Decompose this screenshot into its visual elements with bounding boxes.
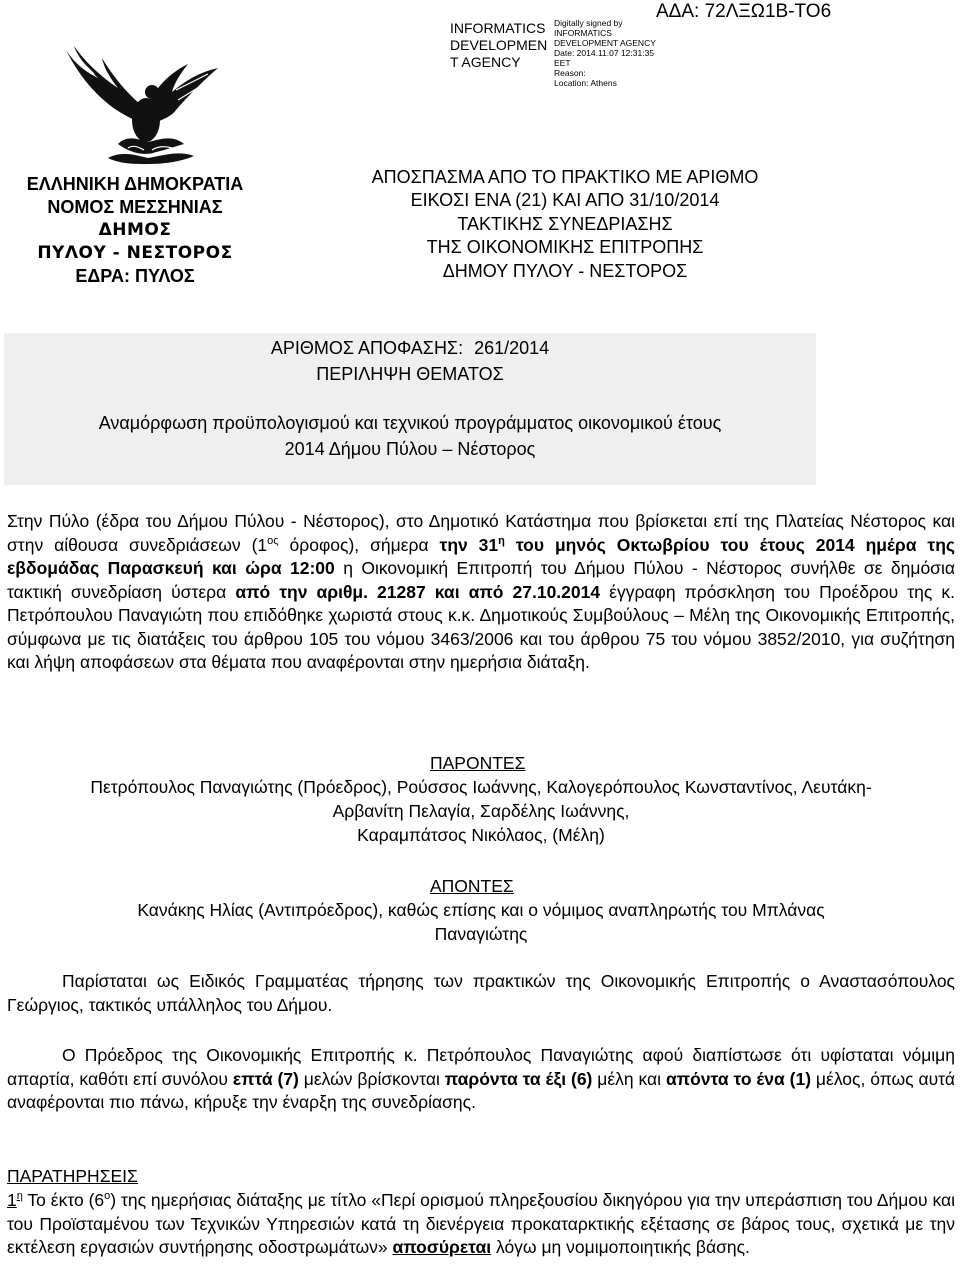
secretary-paragraph: Παρίσταται ως Ειδικός Γραμματέας τήρησης των πρακτικών της Οικονομικής Επιτροπής ο Αναστασόπουλος Γεώργιος, τακτικός υπάλληλος του Δήμου.: [7, 971, 955, 1015]
subject-line: Αναμόρφωση προϋπολογισμού και τεχνικού προγράμματος οικονομικού έτους: [98, 413, 722, 433]
text-run: λόγω μη νομιμοποιητικής βάσης.: [491, 1237, 750, 1257]
text-run: Ο Πρόεδρος της Οικονομικής Επιτροπής κ. Πετρόπουλος Παναγιώτης αφού διαπίστωσε ότι υφίσταται νόμιμη απαρτία, καθότι επί συνόλου: [7, 1045, 955, 1089]
intro-paragraph: [7, 510, 955, 675]
authority-line: ΕΔΡΑ: ΠΥΛΟΣ: [75, 266, 195, 286]
bold-run: απόντα το ένα (1): [665, 1068, 812, 1089]
authority-line: ΔΗΜΟΣ: [98, 220, 172, 240]
authority-line: ΕΛΛΗΝΙΚΗ ΔΗΜΟΚΡΑΤΙΑ: [26, 174, 244, 194]
signature-line: Location: Athens: [554, 78, 617, 88]
authority-line: ΝΟΜΟΣ ΜΕΣΣΗΝΙΑΣ: [47, 197, 223, 217]
signature-line: INFORMATICS: [554, 28, 612, 38]
subject-line: 2014 Δήμου Πύλου – Νέστορος: [284, 439, 536, 459]
absent-line: Παναγιώτης: [434, 924, 528, 944]
bold-run: την 31: [439, 534, 499, 555]
authority-line: ΠΥΛΟΥ - ΝΕΣΤΟΡΟΣ: [37, 243, 233, 263]
extract-line: ΕΙΚΟΣΙ ΕΝΑ (21) ΚΑΙ ΑΠΟ 31/10/2014: [410, 190, 720, 211]
present-heading: ΠΑΡΟΝΤΕΣ: [430, 753, 526, 773]
signature-line: Digitally signed by: [554, 18, 623, 28]
present-line: Καραμπάτσος Νικόλαος, (Μέλη): [357, 825, 605, 845]
absent-line: Κανάκης Ηλίας (Αντιπρόεδρος), καθώς επίσης και ο νόμιμος αναπληρωτής του Μπλάνας: [137, 900, 825, 920]
signature-line: Date: 2014.11.07 12:31:35: [554, 48, 655, 58]
decision-number-line: [4, 338, 816, 359]
remarks-heading: ΠΑΡΑΤΗΡΗΣΕΙΣ: [7, 1166, 138, 1186]
signer-line: DEVELOPMEN: [450, 37, 548, 53]
present-line: Πετρόπουλος Παναγιώτης (Πρόεδρος), Ρούσσος Ιωάννης, Καλογερόπουλος Κωνσταντίνος, Λευτάκη-: [90, 777, 872, 797]
extract-title: [300, 166, 830, 283]
absent-heading: ΑΠΟΝΤΕΣ: [430, 876, 514, 896]
text-run: όροφος), σήμερα: [278, 534, 440, 555]
extract-line: ΤΗΣ ΟΙΚΟΝΟΜΙΚΗΣ ΕΠΙΤΡΟΠΗΣ: [426, 237, 704, 258]
extract-line: ΤΑΚΤΙΚΗΣ ΣΥΝΕΔΡΙΑΣΗΣ: [457, 213, 673, 234]
bold-run: του μηνός Οκτωβρίου του έτους 2014 ημέρα της εβδομάδας Παρασκευή και ώρα 12:00: [7, 534, 956, 578]
superscript: ο: [104, 1190, 111, 1203]
issuing-authority: [0, 173, 270, 288]
superscript: η: [16, 1190, 23, 1203]
quorum-paragraph: [7, 1044, 955, 1115]
text-run: έγγραφη πρόσκληση του Προέδρου της κ. Πετρόπουλου Παναγιώτη που επιδόθηκε χωριστά στους κ.κ. Δημοτικούς Συμβούλους – Μέλη της Οικονομικής Επιτροπής, σύμφωνα με τις διατάξεις του άρθρου 105 του νόμου 3463/2006 και του άρθρου 75 του νόμου 3852/2010, για συζήτηση και λήψη αποφάσεων στα θέματα που αναφέρονται στην ημερήσια διάταξη.: [7, 581, 955, 672]
text-run: Το έκτο (6: [22, 1190, 105, 1210]
signer-line: T AGENCY: [450, 54, 521, 70]
signature-line: Reason:: [554, 68, 586, 78]
superscript: η: [498, 534, 505, 547]
signer-name: [450, 20, 550, 71]
text-run: η Οικονομική Επιτροπή του Δήμου Πύλου - Νέστορος συνήλθε σε δημόσια τακτική συνεδρίαση ύστερα: [7, 558, 955, 602]
remark-number: 1: [7, 1190, 17, 1210]
bold-run: επτά (7): [232, 1068, 299, 1089]
bold-run: από την αριθμ. 21287 και από 27.10.2014: [235, 581, 601, 602]
superscript: ος: [267, 534, 279, 547]
signature-line: EET: [554, 58, 571, 68]
present-line: Αρβανίτη Πελαγία, Σαρδέλης Ιωάννης,: [332, 801, 630, 821]
extract-line: ΔΗΜΟΥ ΠΥΛΟΥ - ΝΕΣΤΟΡΟΣ: [442, 260, 688, 281]
decision-box: [4, 333, 816, 485]
text-run: ) της ημερήσιας διάταξης με τίτλο «Περί ορισμού πληρεξουσίου δικηγόρου για την υπεράσπιση του Δήμου και του Προϊσταμένου των Τεχνικών Υπηρεσιών κατά τη διενέργεια προκαταρκτικής εξέτασης σε βάρος τους, σχετικά με την εκτέλεση εργασιών συντήρησης οδοστρωμάτων»: [7, 1190, 955, 1257]
text-run: μέλη και: [592, 1068, 666, 1089]
digital-signature-details: [554, 18, 664, 88]
decision-number: 261/2014: [474, 338, 550, 358]
withdrawn-label: αποσύρεται: [392, 1237, 492, 1257]
phoenix-emblem-icon: [48, 44, 228, 168]
signature-line: DEVELOPMENT AGENCY: [554, 38, 656, 48]
text-run: μελών βρίσκονται: [298, 1068, 445, 1089]
text-run: μέλος, όπως αυτά αναφέρονται πιο πάνω, κήρυξε την έναρξη της συνεδρίασης.: [7, 1068, 955, 1112]
remarks-paragraph: [7, 1189, 955, 1260]
signer-line: INFORMATICS: [450, 20, 546, 36]
summary-label: ΠΕΡΙΛΗΨΗ ΘΕΜΑΤΟΣ: [316, 364, 504, 384]
ada-code: ΑΔΑ: 72ΛΞΩ1Β-ΤΟ6: [656, 1, 832, 22]
extract-line: ΑΠΟΣΠΑΣΜΑ ΑΠΟ ΤΟ ΠΡΑΚΤΙΚΟ ΜΕ ΑΡΙΘΜΟ: [371, 167, 759, 187]
decision-number-label: ΑΡΙΘΜΟΣ ΑΠΟΦΑΣΗΣ:: [270, 338, 464, 358]
bold-run: παρόντα τα έξι (6): [444, 1068, 593, 1089]
text-run: Στην Πύλο (έδρα του Δήμου Πύλου - Νέστορος), στο Δημοτικό Κατάστημα που βρίσκεται επί της Πλατείας Νέστορος και στην αίθουσα συνεδριάσεων (1: [7, 511, 955, 555]
